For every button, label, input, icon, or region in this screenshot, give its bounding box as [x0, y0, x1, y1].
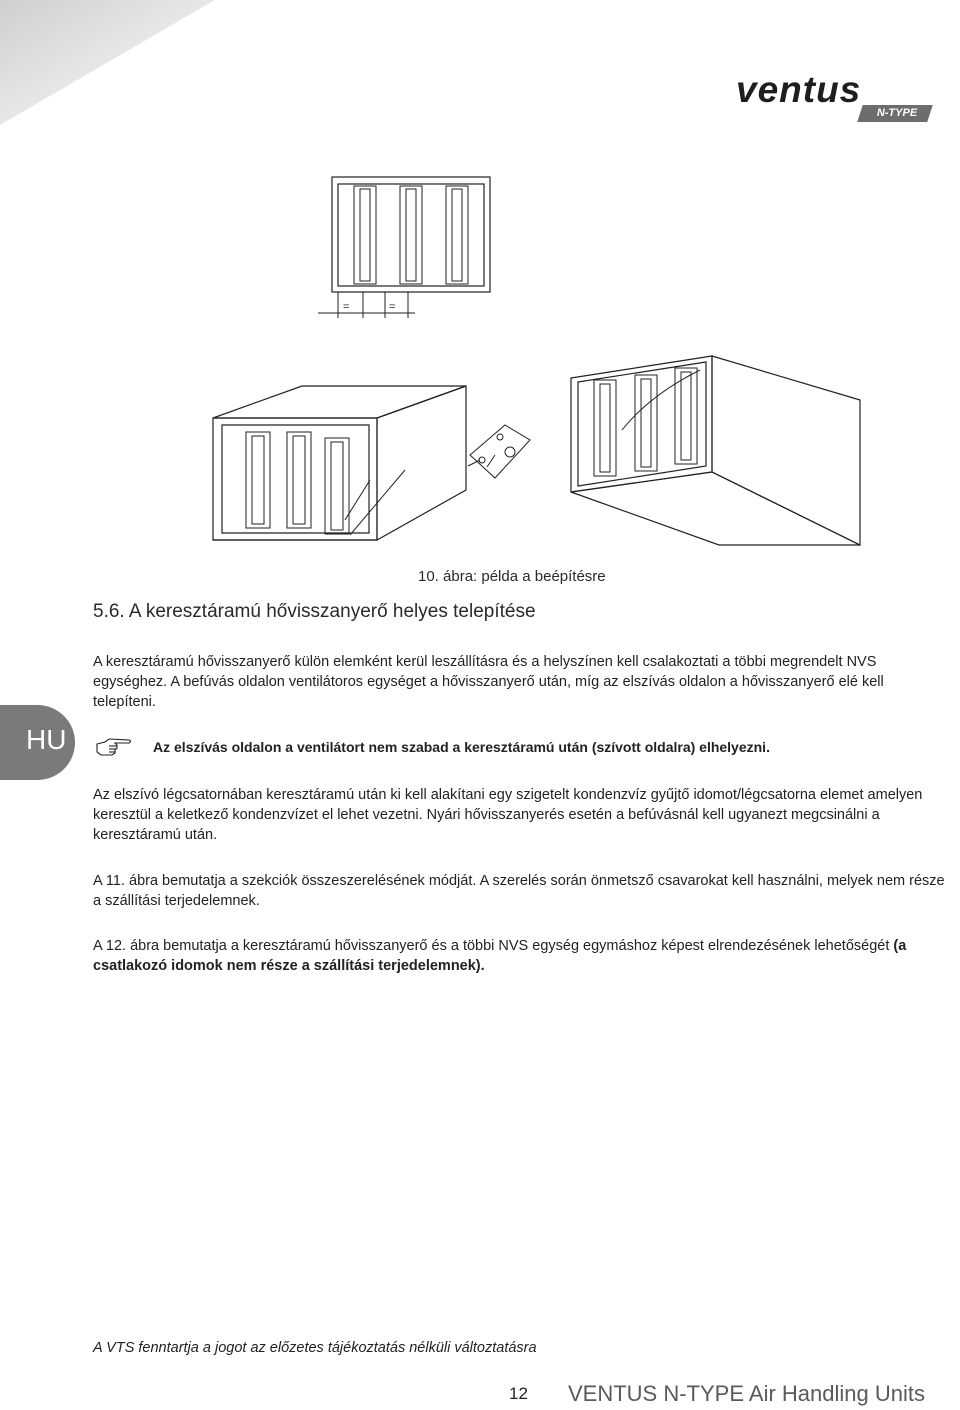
logo-badge-text: N-TYPE: [876, 107, 918, 119]
dim-mark-1: =: [343, 301, 350, 313]
language-tab-label: HU: [26, 724, 67, 755]
paragraph-intro: A keresztáramú hővisszanyerő külön elemként kerül leszállításra és a helyszínen kell csalakoztati a többi megrendelt NVS egységhez. A befúvás oldalon ventilátoros egységet a hővisszanyerő után, míg az elszívás oldalon a hővisszanyerő elé kell telepíteni.: [93, 654, 884, 710]
actuator-detail: [468, 425, 530, 478]
pointing-hand-icon: [95, 736, 133, 758]
paragraph-condensate: Az elszívó légcsatornában keresztáramú után ki kell alakítani egy szigetelt kondenzvíz gyűjtő idomot/légcsatorna elemet amelyen keresztül a keletkező kondenzvízet el lehet vezetni. Nyári hővisszanyerés esetén a befúvásnál kell ugyanezt megcsinálni a keresztáramú után.: [93, 787, 923, 843]
paragraph-figure12-normal: A 12. ábra bemutatja a keresztáramú hővisszanyerő és a többi NVS egység egymáshoz képest elrendezésének lehetőségét: [93, 938, 894, 954]
logo-wordmark: ventus: [736, 69, 862, 110]
damper-front-view: [318, 177, 490, 318]
warning-text: Az elszívás oldalon a ventilátort nem szabad a keresztáramú után (szívott oldalra) elhelyezni.: [153, 739, 770, 755]
footer-disclaimer: A VTS fenntartja a jogot az előzetes tájékoztatás nélküli változtatásra: [93, 1340, 537, 1356]
section-title: 5.6. A keresztáramú hővisszanyerő helyes telepítése: [93, 601, 536, 622]
page-number: 12: [509, 1384, 528, 1403]
damper-isometric-right: [571, 356, 860, 545]
dim-mark-2: =: [389, 301, 396, 313]
figure-caption: 10. ábra: példa a beépítésre: [418, 568, 606, 585]
paragraph-figure11: A 11. ábra bemutatja a szekciók összeszerelésének módját. A szerelés során önmetsző csavarokat kell használni, melyek nem része a szállítási terjedelemnek.: [93, 873, 945, 909]
installation-figure: [0, 0, 960, 560]
footer-title: VENTUS N-TYPE Air Handling Units: [568, 1381, 925, 1406]
paragraph-figure12-bold: (a csatlakozó idomok nem része a szállítási terjedelemnek).: [93, 938, 907, 974]
damper-isometric-left: [213, 386, 466, 540]
paragraph-figure12: [93, 936, 955, 976]
